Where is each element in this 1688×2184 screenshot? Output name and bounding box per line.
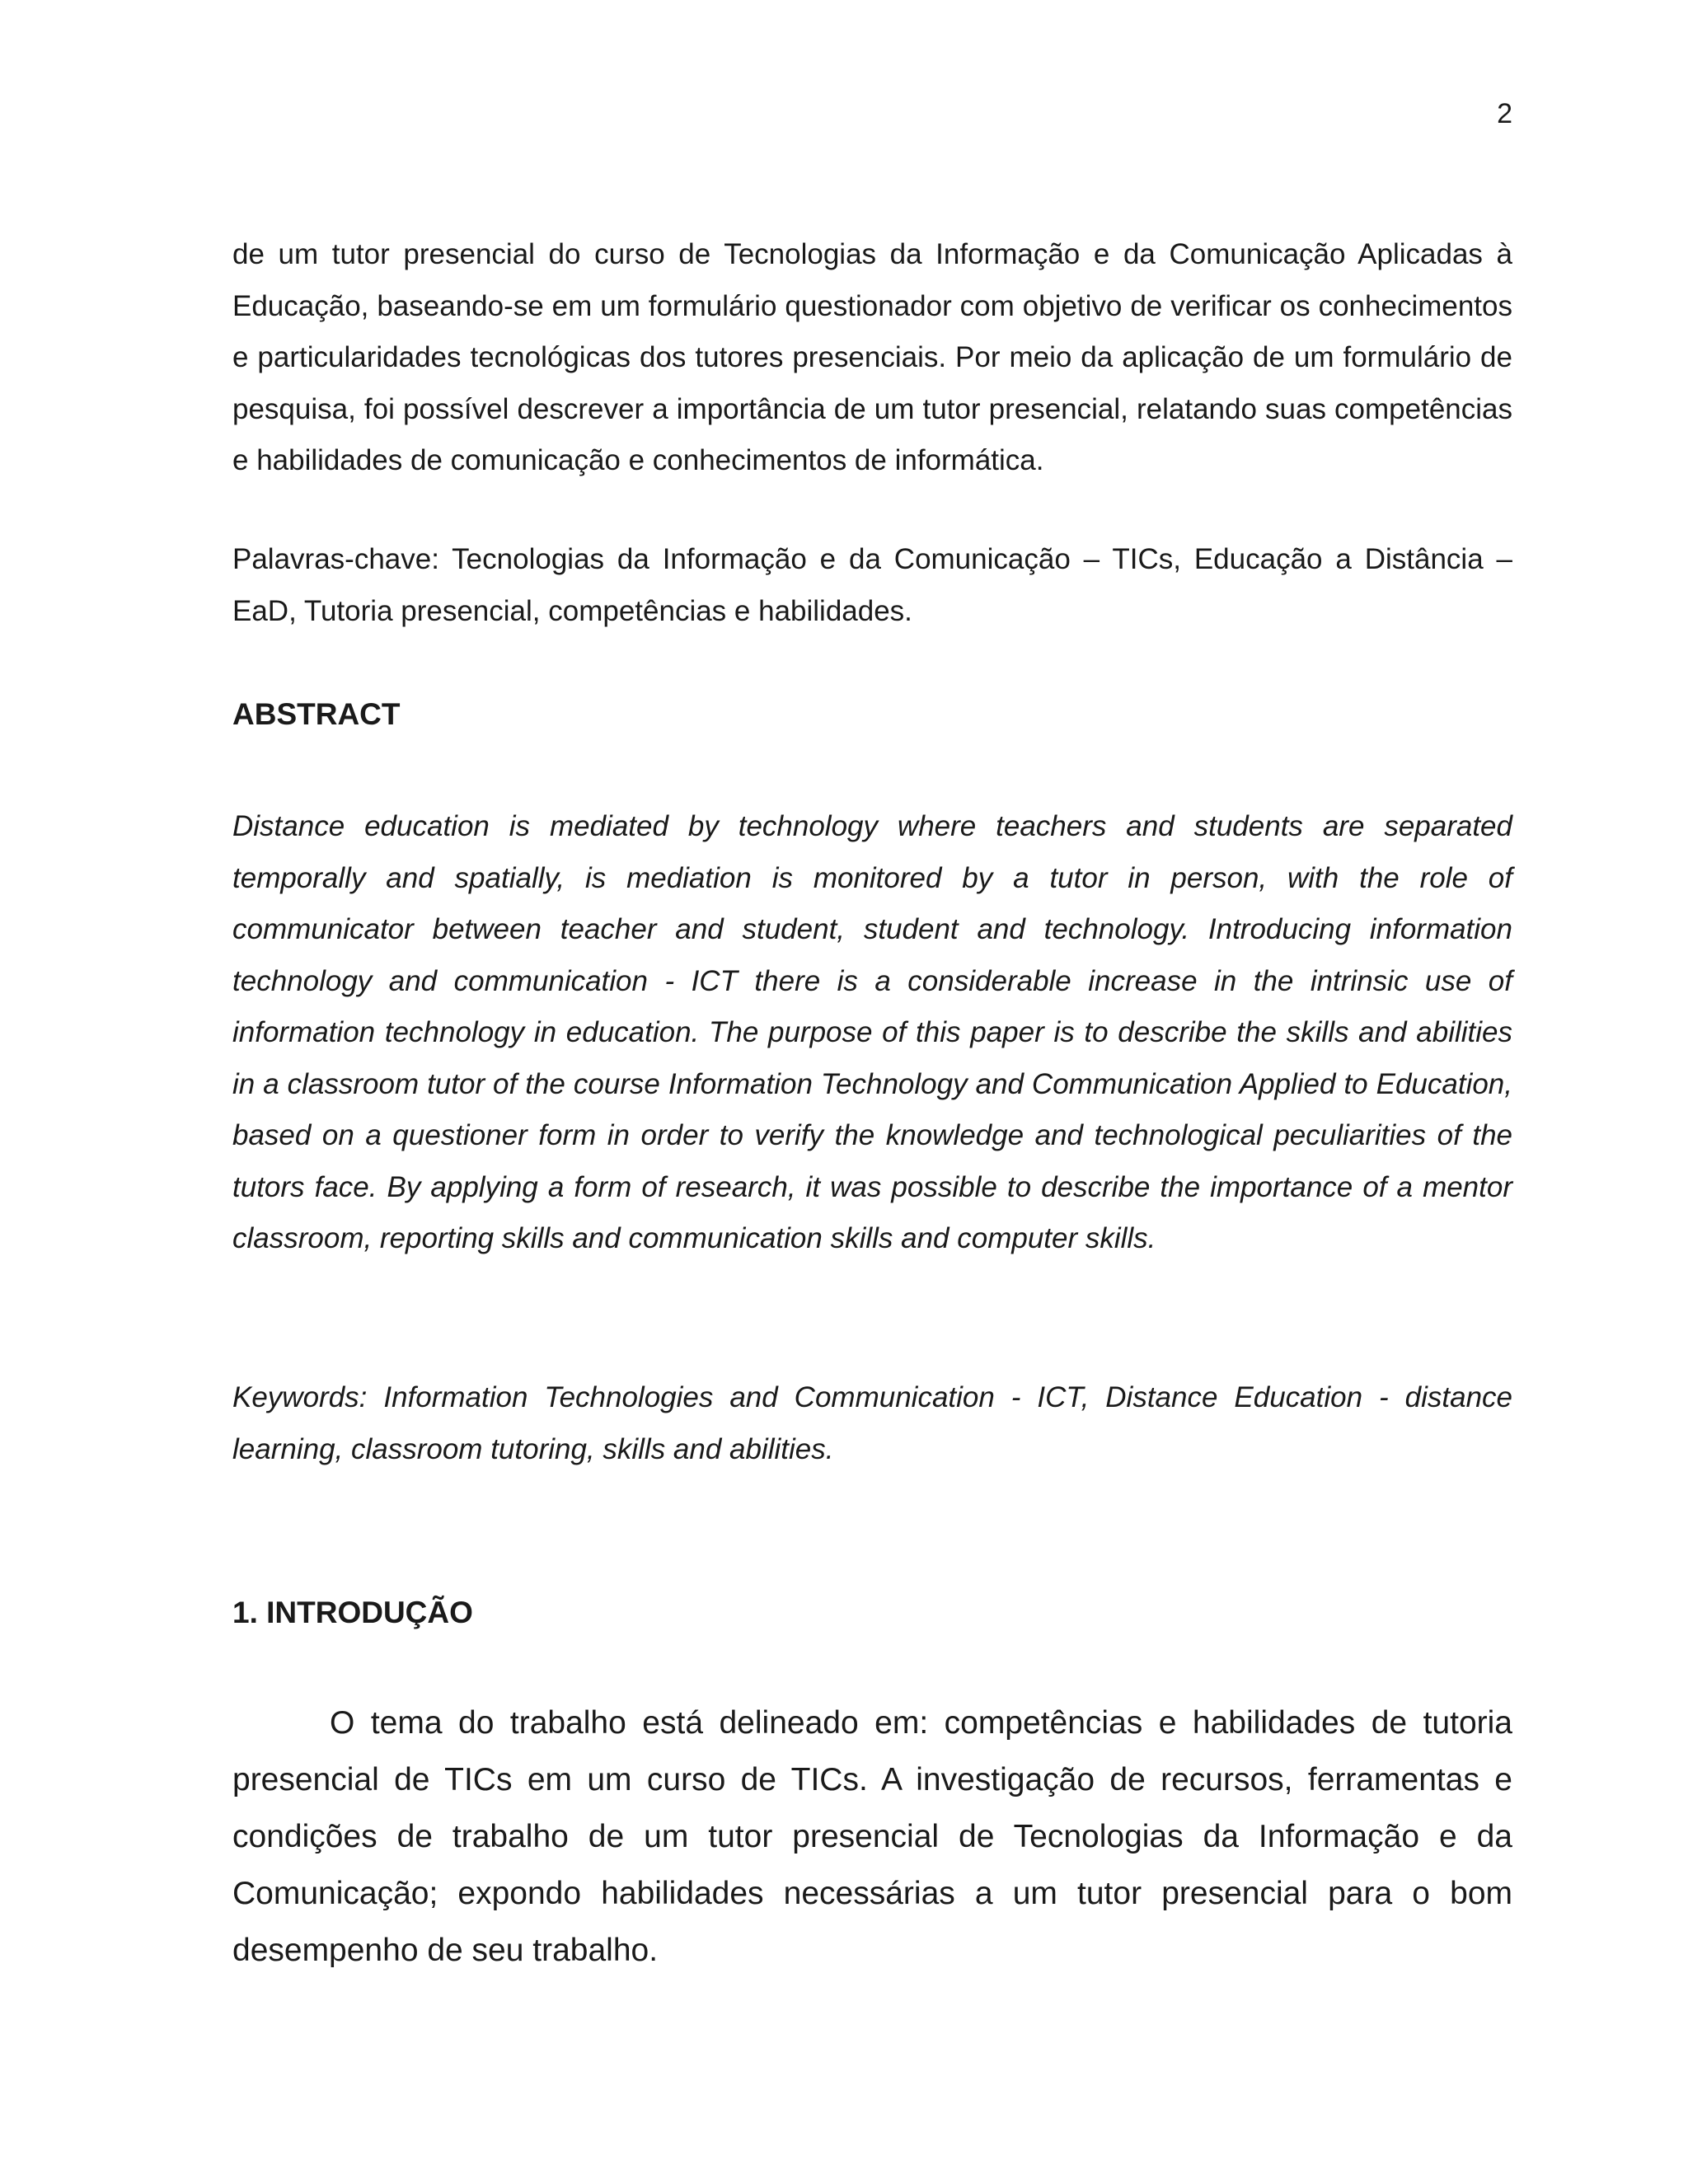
introduction-heading: 1. INTRODUÇÃO (232, 1596, 473, 1629)
page-number: 2 (1497, 98, 1512, 129)
abstract-paragraph: Distance education is mediated by technology where teachers and students are separated temporally and spatially, is mediation is monitored by a tutor in person, with the role of communicator between teacher and student, student and technology. Introducing information technology and communication - ICT there is a considerable increase in the intrinsic use of information technology in education. The purpose of this paper is to describe the skills and abilities in a classroom tutor of the course Information Technology and Communication Applied to Education, based on a questioner form in order to verify the knowledge and technological peculiarities of the tutors face. By applying a form of research, it was possible to describe the importance of a mentor classroom, reporting skills and communication skills and computer skills. (232, 810, 1512, 1254)
palavras-chave-paragraph: Palavras-chave: Tecnologias da Informação e da Comunicação – TICs, Educação a Distância – EaD, Tutoria presencial, competências e habilidades. (232, 543, 1512, 627)
abstract-heading: ABSTRACT (232, 697, 401, 731)
keywords-paragraph: Keywords: Information Technologies and Communication - ICT, Distance Education - distance learning, classroom tutoring, skills and abilities. (232, 1381, 1512, 1465)
resumo-continuation-paragraph: de um tutor presencial do curso de Tecnologias da Informação e da Comunicação Aplicadas à Educação, baseando-se em um formulário questionador com objetivo de verificar os conhecimentos e particularidades tecnológicas dos tutores presenciais. Por meio da aplicação de um formulário de pesquisa, foi possível descrever a importância de um tutor presencial, relatando suas competências e habilidades de comunicação e conhecimentos de informática. (232, 238, 1512, 476)
introduction-paragraph: O tema do trabalho está delineado em: competências e habilidades de tutoria presencial de TICs em um curso de TICs. A investigação de recursos, ferramentas e condições de trabalho de um tutor presencial de Tecnologias da Informação e da Comunicação; expondo habilidades necessárias a um tutor presencial para o bom desempenho de seu trabalho. (232, 1705, 1512, 1968)
